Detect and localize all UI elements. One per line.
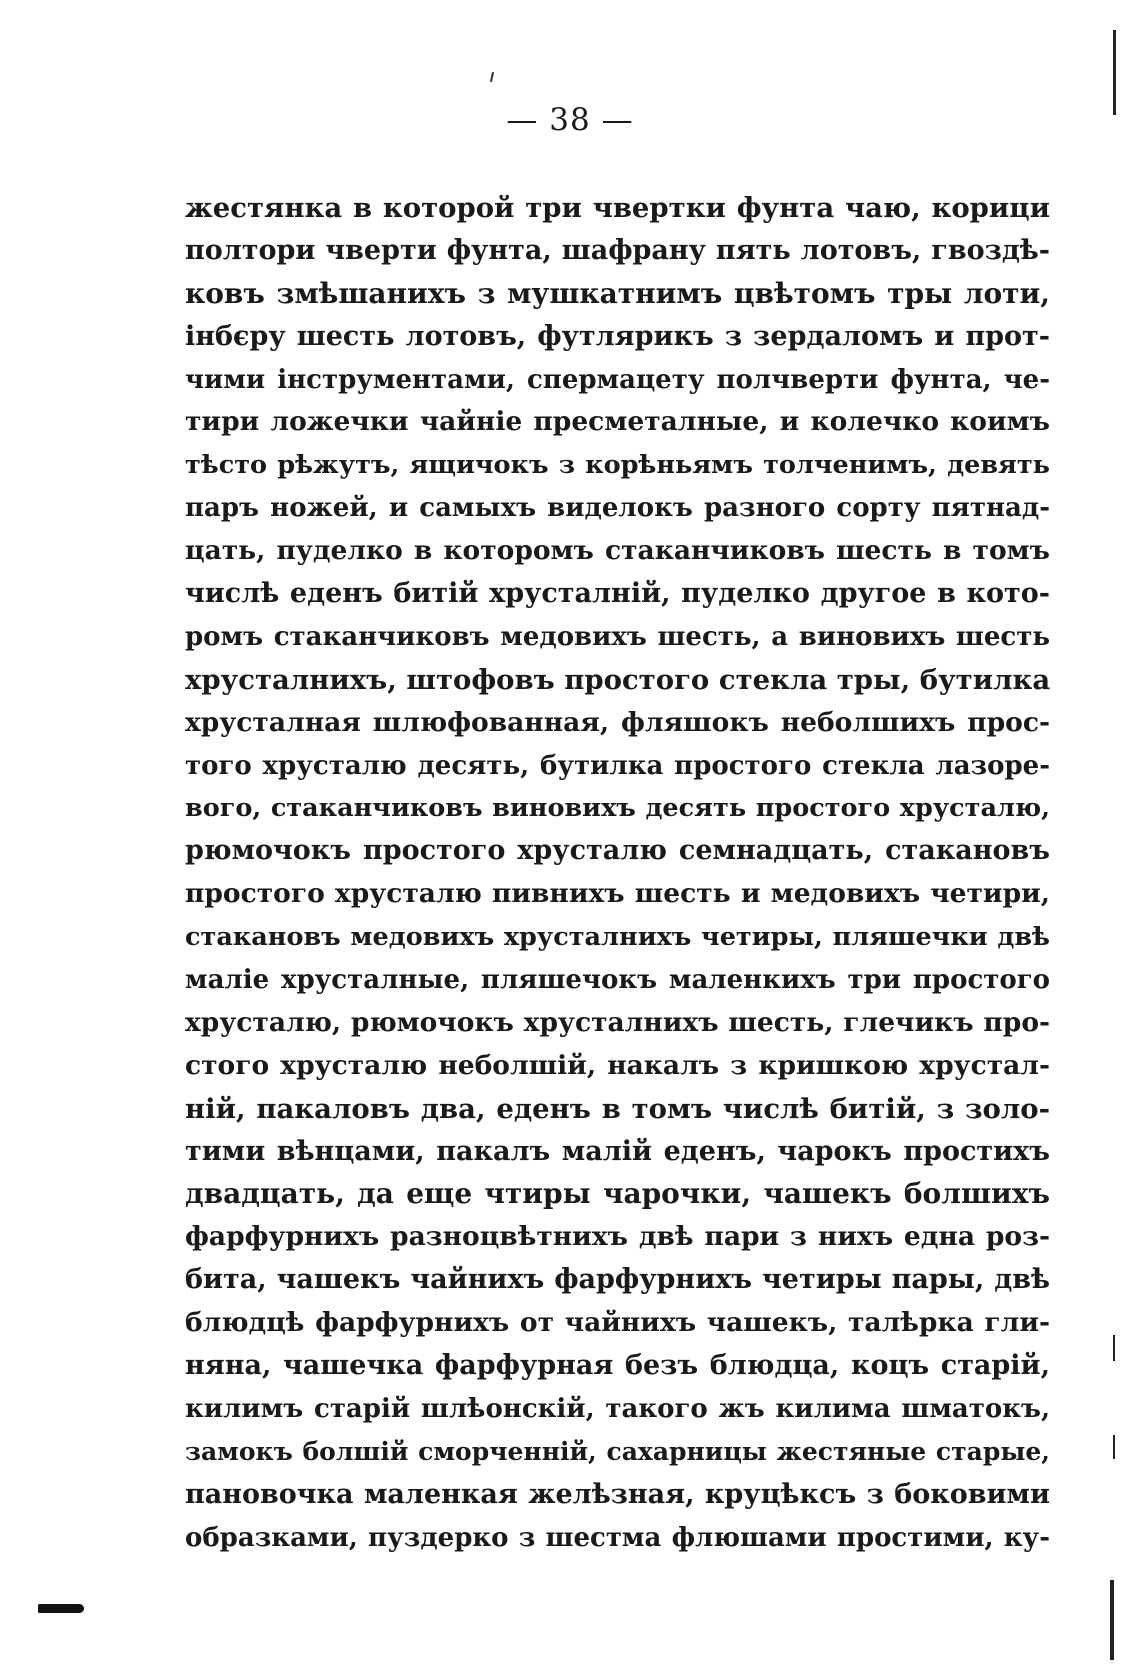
text-line: хрусталнихъ, штофовъ простого стекла тры, бутилка	[185, 663, 1050, 696]
page-number: — 38 —	[506, 102, 634, 138]
text-line: ромъ стаканчиковъ медовихъ шесть, а виновихъ шесть	[185, 621, 1050, 652]
text-line: бита, чашекъ чайнихъ фарфурнихъ четиры пары, двѣ	[185, 1264, 1050, 1296]
scan-edge-line	[1110, 1580, 1114, 1660]
body-text	[185, 187, 1050, 1560]
text-line: рюмочокъ простого хрусталю семнадцать, стакановъ	[185, 835, 1050, 867]
text-line: жестянка в которой три чвертки фунта чаю, корици	[185, 192, 1050, 224]
scan-edge-line	[1113, 1335, 1115, 1361]
text-line: того хрусталю десять, бутилка простого стекла лазоре-	[185, 750, 1050, 781]
text-line: тѣсто рѣжутъ, ящичокъ з корѣньямъ толченимъ, девять	[185, 450, 1050, 481]
text-line: маліе хрусталные, пляшечокъ маленкихъ три простого	[185, 965, 1050, 996]
text-line: пановочка маленкая желѣзная, круцѣксъ з боковими	[185, 1478, 1050, 1510]
text-line: ковъ змѣшанихъ з мушкатнимъ цвѣтомъ тры лоти,	[185, 276, 1050, 310]
text-line: фарфурнихъ разноцвѣтнихъ двѣ пари з нихъ една роз-	[185, 1221, 1050, 1253]
text-line: двадцать, да еще чтиры чарочки, чашекъ болшихъ	[185, 1177, 1050, 1211]
text-line: простого хрусталю пивнихъ шесть и медовихъ четири,	[185, 878, 1050, 910]
text-line: полтори чверти фунта, шафрану пять лотовъ, гвоздѣ-	[185, 234, 1050, 266]
text-line: хрусталю, рюмочокъ хрусталнихъ шесть, глечикъ про-	[185, 1006, 1050, 1038]
scan-mark	[490, 72, 494, 82]
text-line: тими вѣнцами, пакалъ малій еденъ, чарокъ простихъ	[185, 1135, 1050, 1167]
text-line: ній, пакаловъ два, еденъ в томъ числѣ битій, з золо-	[185, 1092, 1050, 1125]
text-line: паръ ножей, и самыхъ виделокъ разного сорту пятнад-	[185, 493, 1050, 524]
text-line: стакановъ медовихъ хрусталнихъ четиры, пляшечки двѣ	[185, 922, 1050, 953]
text-line: тири ложечки чайніе пресметалные, и колечко коимъ	[185, 406, 1050, 438]
text-line: цать, пуделко в которомъ стаканчиковъ шесть в томъ	[185, 535, 1050, 567]
text-line: няна, чашечка фарфурная безъ блюдца, коцъ старій,	[185, 1350, 1050, 1382]
text-line: килимъ старій шлѣонскій, такого жъ килима шматокъ,	[185, 1393, 1050, 1424]
text-line: образками, пуздерко з шестма флюшами простими, ку-	[185, 1522, 1050, 1553]
text-line: числѣ еденъ битій хрусталній, пуделко другое в кото-	[185, 578, 1050, 610]
text-line: стого хрусталю неболшій, накалъ з кришкою хрустал-	[185, 1049, 1050, 1081]
text-line: вого, стаканчиковъ виновихъ десять простого хрусталю,	[185, 793, 1050, 824]
text-line: хрусталная шлюфованная, фляшокъ неболшихъ прос-	[185, 706, 1050, 738]
text-line: замокъ болшій сморченній, сахарницы жестяные старые,	[185, 1436, 1050, 1466]
scan-edge-line	[1113, 1435, 1115, 1459]
text-line: чими інструментами, спермацету полчверти фунта, че-	[185, 364, 1050, 395]
text-line: інбєру шесть лотовъ, футлярикъ з зердаломъ и прот-	[185, 320, 1050, 352]
scan-smudge	[38, 1604, 84, 1613]
text-line: блюдцѣ фарфурнихъ от чайнихъ чашекъ, талѣрка гли-	[185, 1307, 1050, 1339]
